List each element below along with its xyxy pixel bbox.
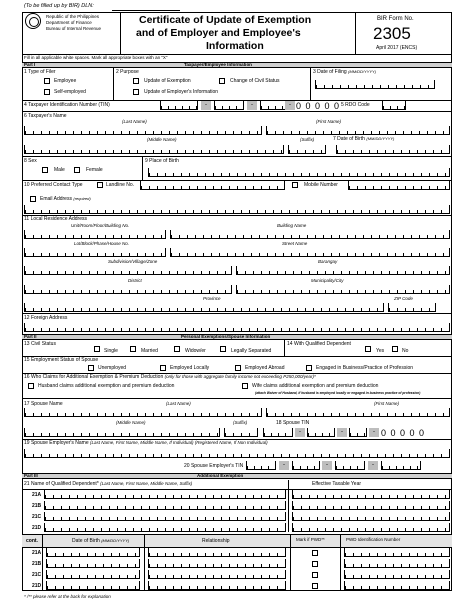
instructions: Fill in all applicable white spaces. Mark all appropriate boxes with an "X" — [24, 55, 168, 60]
dob-field[interactable] — [336, 145, 450, 154]
part2-label: Part II — [24, 334, 37, 339]
divider — [284, 340, 285, 356]
dep-21b-year-field[interactable] — [292, 501, 450, 510]
addr-province-field[interactable] — [24, 303, 384, 312]
spouse-middle-name-label: (Middle Name) — [116, 420, 146, 425]
update-employer-label: Update of Employer's Information — [144, 89, 219, 95]
update-exemption-checkbox[interactable] — [133, 78, 139, 84]
cont-21a-dob-field[interactable] — [46, 548, 140, 557]
divider — [113, 68, 114, 100]
cont-21c-pwd-checkbox[interactable] — [312, 572, 318, 578]
middle-name-label: (Middle Name) — [147, 137, 177, 142]
mobile-field[interactable] — [348, 181, 450, 190]
cont-row-21a: 21A — [32, 550, 42, 556]
dep-21d-year-field[interactable] — [292, 523, 450, 532]
form-title-3: Information — [206, 40, 264, 52]
employed-locally-label: Employed Locally — [170, 365, 210, 371]
relationship-header: Relationship — [202, 538, 230, 544]
employer-name-label — [24, 441, 268, 446]
taxpayer-name-label: 6 Taxpayer's Name — [24, 113, 67, 119]
date-filing-field[interactable] — [315, 80, 435, 89]
employer-tin-dash-3: - — [368, 461, 378, 470]
wife-claims-label: Wife claims additional exemption and premium deduction — [252, 383, 379, 389]
employer-tin-dash-2: - — [322, 461, 332, 470]
dep-row-21c: 21C — [32, 514, 42, 520]
employer-name-note: (Last Name, First Name, Middle Name, If Individual) (Registered Name, If Non Individual) — [90, 440, 268, 445]
spouse-last-name-field[interactable] — [24, 408, 262, 417]
married-checkbox[interactable] — [130, 346, 136, 352]
dob-header — [72, 539, 129, 544]
update-exemption-label: Update of Exemption — [144, 78, 191, 84]
qualified-dependent-label: 14 With Qualified Dependent — [287, 341, 351, 347]
divider — [340, 535, 341, 591]
type-of-filer-label: 1 Type of Filer — [24, 69, 56, 75]
dln-label: (To be filled up by BIR) DLN: — [24, 3, 94, 9]
form-label: BIR Form No. — [377, 16, 414, 22]
date-filing-format: (MM/DD/YYYY) — [348, 69, 377, 74]
divider — [144, 535, 145, 591]
email-field[interactable] — [24, 205, 450, 214]
dep-row-21b: 21B — [32, 503, 42, 509]
effective-year-label: Effective Taxable Year — [312, 481, 362, 487]
form-number: 2305 — [373, 24, 411, 43]
date-filing-text: 3 Date of Filing — [313, 69, 347, 75]
cont-row-21d: 21D — [32, 583, 42, 589]
business-label: Engaged in Business/Practice of Profession — [316, 365, 413, 371]
cont-21a-pwd-checkbox[interactable] — [312, 550, 318, 556]
female-checkbox[interactable] — [74, 167, 80, 173]
addr-zip-field[interactable] — [388, 303, 436, 312]
dob-header-text: Date of Birth — [72, 538, 100, 544]
place-birth-label: 9 Place of Birth — [145, 158, 179, 164]
spouse-suffix-field[interactable] — [224, 428, 258, 437]
addr-lot-label: Lot/Block/Phase/House No. — [74, 241, 130, 246]
dep-21c-year-field[interactable] — [292, 512, 450, 521]
place-birth-field[interactable] — [148, 168, 450, 177]
qualified-dep-label — [24, 482, 192, 487]
mark-pwd-header: Mark if PWD** — [296, 537, 325, 542]
dep-21b-name-field[interactable] — [44, 501, 286, 510]
female-label: Female — [86, 167, 103, 173]
email-required: (required) — [73, 196, 91, 201]
local-address-label: 11 Local Residence Address — [24, 216, 88, 222]
agency-line-1: Republic of the Philippines — [46, 14, 100, 19]
tin-dash-1: - — [201, 101, 211, 110]
tin-dash-2: - — [247, 101, 257, 110]
waiver-note: (attach Waiver of Husband, if husband is employed locally or engaged in business practice of profession) — [255, 391, 421, 395]
spouse-first-name-label: (First Name) — [374, 401, 399, 406]
who-claims-text: 16 Who Claims for Additional Exemption & Premium Deduction — [24, 374, 164, 380]
cont-21a-pwd-id-field[interactable] — [344, 548, 450, 557]
cont-21b-pwd-checkbox[interactable] — [312, 561, 318, 567]
cont-label: cont. — [26, 538, 38, 544]
first-name-field[interactable] — [266, 126, 450, 135]
divider — [22, 313, 452, 314]
divider — [288, 480, 289, 532]
email-checkbox[interactable] — [30, 196, 36, 202]
addr-lot-field[interactable] — [24, 248, 166, 257]
pwd-id-header: PWD Identification Number — [346, 537, 401, 542]
header-divider-left — [120, 12, 121, 54]
tin-field-1[interactable] — [160, 101, 198, 110]
suffix-field[interactable] — [288, 145, 326, 154]
mobile-label: Mobile Number — [304, 182, 338, 188]
form-title-2: and of Employer and Employee's — [136, 27, 301, 39]
addr-street-field[interactable] — [170, 248, 450, 257]
tin-branch-zeros: 0 0 0 0 0 — [296, 101, 341, 111]
addr-building-label: Building Name — [277, 223, 307, 228]
widower-label: Widow/er — [185, 348, 206, 354]
dep-21a-year-field[interactable] — [292, 490, 450, 499]
part2-title: Personal Exemptions/Spouse Information — [181, 334, 271, 339]
cont-21c-relationship-field[interactable] — [148, 570, 286, 579]
unemployed-checkbox[interactable] — [88, 365, 94, 371]
dep-21a-name-field[interactable] — [44, 490, 286, 499]
cont-21b-dob-field[interactable] — [46, 559, 140, 568]
part3-title: Additional Exemption — [197, 473, 244, 478]
spouse-name-label: 17 Spouse Name — [24, 401, 63, 407]
single-label: Single — [104, 348, 118, 354]
sex-label: 8 Sex — [24, 158, 37, 164]
first-name-label: (First Name) — [316, 119, 341, 124]
divider — [42, 535, 43, 591]
qualified-dep-text: 21 Name of Qualified Dependent* — [24, 481, 99, 487]
agency-line-2: Department of Finance — [46, 20, 92, 25]
cont-21d-dob-field[interactable] — [46, 581, 140, 590]
married-label: Married — [141, 348, 158, 354]
husband-claims-label: Husband claims additional exemption and premium deduction — [38, 383, 175, 389]
middle-name-field[interactable] — [24, 145, 284, 154]
cont-row-21b: 21B — [32, 561, 42, 567]
spouse-tin-field-3[interactable] — [349, 428, 367, 437]
spouse-suffix-label: (Suffix) — [233, 420, 248, 425]
tin-dash-3: - — [285, 101, 295, 110]
mobile-checkbox[interactable] — [292, 182, 298, 188]
cont-21b-pwd-id-field[interactable] — [344, 559, 450, 568]
yes-label: Yes — [376, 348, 385, 354]
no-label: No — [402, 348, 409, 354]
landline-field[interactable] — [140, 181, 285, 190]
spouse-tin-dash-3: - — [369, 428, 379, 437]
addr-city-label: Municipality/City — [311, 278, 344, 283]
rdo-label: 5 RDO Code — [341, 102, 370, 108]
dep-row-21a: 21A — [32, 492, 42, 498]
addr-subdivision-field[interactable] — [24, 266, 232, 275]
dob-label — [333, 137, 394, 142]
cont-21d-pwd-id-field[interactable] — [344, 581, 450, 590]
part1-title: Taxpayer/Employee Information — [184, 62, 252, 67]
single-checkbox[interactable] — [94, 346, 100, 352]
self-employed-label: Self-employed — [54, 89, 86, 95]
addr-district-label: District — [128, 278, 142, 283]
qualified-dep-note: (Last Name, First Name, Middle Name, Suffix) — [100, 481, 193, 486]
email-label — [40, 197, 91, 202]
spouse-tin-dash-1: - — [295, 428, 305, 437]
addr-subdivision-label: Subdivision/Village/Zone — [108, 259, 158, 264]
addr-zip-label: ZIP Code — [394, 296, 413, 301]
employer-tin-label: 20 Spouse Employer's TIN — [184, 463, 244, 469]
who-claims-note: (only for those with aggregate family income not exceeding P250,000/year)* — [164, 374, 316, 379]
divider — [142, 156, 143, 180]
part3-label: Part III — [24, 473, 38, 478]
footnote: * /** please refer at the back for explanation — [24, 594, 111, 599]
employer-tin-field-3[interactable] — [335, 461, 365, 470]
cont-21a-relationship-field[interactable] — [148, 548, 286, 557]
foreign-address-label: 12 Foreign Address — [24, 315, 68, 321]
employee-label: Employee — [54, 78, 77, 84]
employer-name-field[interactable] — [24, 449, 450, 458]
dob-header-format: (MM/DD/YYYY) — [101, 538, 130, 543]
addr-building-field[interactable] — [170, 230, 450, 239]
cont-21d-pwd-checkbox[interactable] — [312, 583, 318, 589]
form-date: April 2017 (ENCS) — [376, 45, 418, 51]
divider — [22, 398, 452, 399]
spouse-first-name-field[interactable] — [266, 408, 450, 417]
employer-name-text: 19 Spouse Employer's Name — [24, 440, 89, 446]
cont-21c-pwd-id-field[interactable] — [344, 570, 450, 579]
divider — [22, 156, 452, 157]
bir-seal-icon — [25, 13, 41, 29]
rdo-field[interactable] — [382, 101, 406, 110]
divider — [22, 111, 452, 112]
yes-checkbox[interactable] — [365, 346, 371, 352]
tin-label: 4 Taxpayer Identification Number (TIN) — [24, 102, 110, 108]
change-civil-status-checkbox[interactable] — [219, 78, 225, 84]
who-claims-label — [24, 375, 316, 380]
part1-label: Part I — [24, 62, 36, 67]
cont-21d-relationship-field[interactable] — [148, 581, 286, 590]
addr-city-field[interactable] — [236, 285, 450, 294]
header-divider-right — [355, 12, 356, 54]
unemployed-label: Unemployed — [98, 365, 127, 371]
change-civil-status-label: Change of Civil Status — [230, 78, 280, 84]
landline-checkbox[interactable] — [97, 182, 103, 188]
legally-separated-checkbox[interactable] — [220, 346, 226, 352]
divider — [290, 535, 291, 591]
spouse-tin-dash-2: - — [337, 428, 347, 437]
contact-type-label: 10 Preferred Contact Type — [24, 182, 83, 188]
spouse-tin-label: 18 Spouse TIN — [276, 420, 310, 426]
addr-barangay-label: Barangay — [318, 259, 338, 264]
email-text: Email Address — [40, 196, 72, 202]
male-checkbox[interactable] — [42, 167, 48, 173]
dep-21c-name-field[interactable] — [44, 512, 286, 521]
wife-claims-checkbox[interactable] — [242, 383, 248, 389]
civil-status-label: 13 Civil Status — [24, 341, 56, 347]
employed-abroad-label: Employed Abroad — [245, 365, 285, 371]
husband-claims-checkbox[interactable] — [28, 383, 34, 389]
employed-locally-checkbox[interactable] — [160, 365, 166, 371]
widower-checkbox[interactable] — [174, 346, 180, 352]
addr-province-label: Province — [203, 296, 221, 301]
employer-tin-dash-1: - — [279, 461, 289, 470]
foreign-address-field[interactable] — [24, 323, 450, 332]
spouse-tin-field-1[interactable] — [263, 428, 293, 437]
legally-separated-label: Legally Separated — [231, 348, 272, 354]
employer-tin-field-4[interactable] — [381, 461, 421, 470]
spouse-tin-zeros: 0 0 0 0 0 — [381, 428, 426, 438]
tin-field-2[interactable] — [214, 101, 244, 110]
spouse-last-name-label: (Last Name) — [166, 401, 191, 406]
dob-text: 7 Date of Birth — [333, 136, 365, 142]
date-filing-label — [313, 70, 376, 75]
emp-status-label: 15 Employment Status of Spouse — [24, 357, 99, 363]
addr-district-field[interactable] — [24, 285, 232, 294]
addr-unit-field[interactable] — [24, 230, 166, 239]
update-employer-checkbox[interactable] — [133, 89, 139, 95]
form-title-1: Certificate of Update of Exemption — [139, 14, 312, 26]
employer-tin-field-2[interactable] — [292, 461, 320, 470]
cont-row-21c: 21C — [32, 572, 42, 578]
employer-tin-field-1[interactable] — [246, 461, 276, 470]
employee-checkbox[interactable] — [44, 78, 50, 84]
dln-line — [112, 10, 180, 11]
addr-street-label: Street Name — [282, 241, 308, 246]
dep-21d-name-field[interactable] — [44, 523, 286, 532]
last-name-field[interactable] — [24, 126, 262, 135]
landline-label: Landline No. — [106, 182, 135, 188]
divider — [310, 68, 311, 100]
cont-21c-dob-field[interactable] — [46, 570, 140, 579]
spouse-tin-field-2[interactable] — [307, 428, 335, 437]
cont-21b-relationship-field[interactable] — [148, 559, 286, 568]
no-checkbox[interactable] — [392, 346, 398, 352]
agency-line-3: Bureau of Internal Revenue — [46, 26, 102, 31]
spouse-middle-name-field[interactable] — [24, 428, 220, 437]
suffix-label: (Suffix) — [300, 137, 315, 142]
self-employed-checkbox[interactable] — [44, 89, 50, 95]
addr-unit-label: Unit/Room/Floor/Building No. — [71, 223, 130, 228]
addr-barangay-field[interactable] — [236, 266, 450, 275]
purpose-label: 2 Purpose — [116, 69, 139, 75]
dob-format: (MM/DD/YYYY) — [366, 136, 395, 141]
male-label: Male — [54, 167, 65, 173]
employed-abroad-checkbox[interactable] — [235, 365, 241, 371]
business-checkbox[interactable] — [306, 365, 312, 371]
last-name-label: (Last Name) — [122, 119, 147, 124]
dep-row-21d: 21D — [32, 525, 42, 531]
